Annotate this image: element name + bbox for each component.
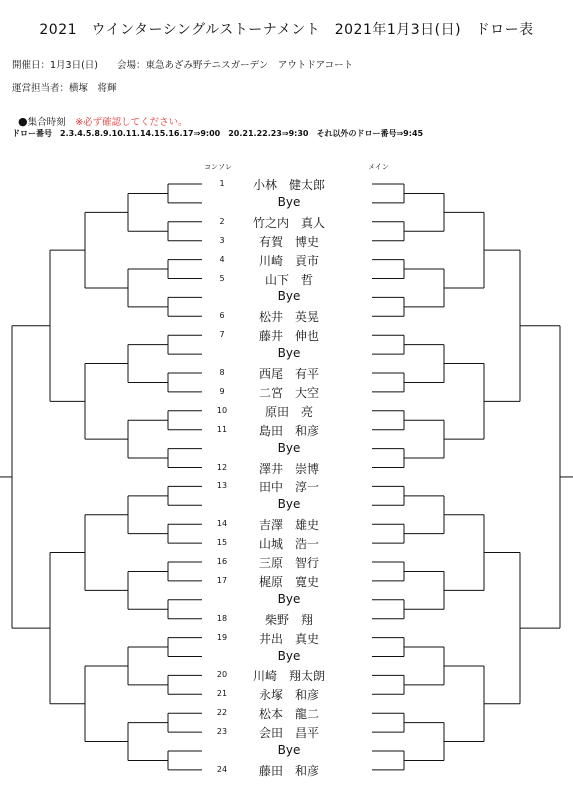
draw-number: 18 [216, 613, 228, 623]
draw-number: 19 [216, 632, 228, 642]
draw-times: ドロー番号 2.3.4.5.8.9.10.11.14.15.16.17⇒9:00 20.21.22.23⇒9:30 それ以外のドロー番号⇒9:45 [12, 129, 424, 138]
player-name: 三原 智行 [258, 556, 319, 570]
player-name: 永塚 和彦 [258, 688, 319, 703]
player-name: 島田 和彦 [258, 423, 319, 438]
draw-number: 17 [216, 575, 228, 585]
draw-number: 8 [219, 368, 225, 377]
player-name: 会田 昌平 [258, 726, 319, 741]
player-name: Bye [277, 440, 301, 455]
player-name: 井出 真史 [258, 631, 319, 646]
event-date-venue: 開催日：1月3日(日) 会場：東急あざみ野テニスガーデン アウトドアコート [12, 60, 354, 71]
player-name: 二宮 大空 [258, 385, 319, 400]
player-name: 有賀 博史 [258, 234, 319, 249]
draw-number: 20 [216, 670, 228, 680]
player-name: Bye [277, 648, 301, 663]
draw-number: 22 [216, 708, 228, 718]
draw-number: 7 [219, 330, 225, 340]
consolation-label: コンソレ [204, 163, 232, 171]
player-name: Bye [277, 743, 301, 757]
player-name: 原田 亮 [264, 404, 313, 419]
draw-number: 4 [219, 254, 225, 264]
player-name: 山城 浩一 [258, 537, 319, 552]
player-name: 西尾 有平 [258, 367, 319, 381]
player-name: Bye [277, 497, 301, 512]
player-name: 松井 英晃 [258, 310, 319, 325]
player-name: 藤井 伸也 [258, 329, 319, 344]
draw-number: 15 [216, 538, 228, 548]
player-name: Bye [277, 591, 301, 606]
page-title: 2021 ウインターシングルストーナメント 2021年1月3日(日) ドロー表 [39, 22, 534, 38]
player-name: 澤井 崇博 [258, 461, 319, 476]
player-name: 田中 淳一 [258, 480, 319, 495]
draw-number: 1 [219, 179, 225, 188]
draw-number: 2 [219, 216, 225, 226]
player-name: 山下 哲 [264, 272, 313, 287]
player-name: Bye [277, 346, 301, 361]
draw-number: 10 [216, 405, 228, 415]
draw-number: 23 [216, 727, 228, 737]
player-name: Bye [277, 289, 301, 304]
draw-number: 5 [219, 273, 225, 283]
player-name: 松本 龍二 [258, 707, 319, 722]
player-name: 川崎 貢市 [258, 253, 319, 268]
main-label: メイン [368, 163, 389, 171]
assembly-time-label: 集合時刻 [27, 117, 66, 128]
event-manager: 運営担当者：横塚 将輝 [12, 83, 117, 94]
player-name: 吉澤 雄史 [258, 518, 319, 533]
draw-number: 3 [219, 235, 225, 245]
draw-number: 14 [216, 519, 228, 529]
draw-number: 9 [219, 386, 225, 396]
player-name: 藤田 和彦 [258, 763, 319, 778]
player-name: Bye [277, 194, 301, 209]
bullet-icon: ● [18, 115, 28, 128]
draw-number: 24 [216, 764, 228, 774]
player-name: 柴野 翔 [264, 612, 313, 627]
draw-number: 21 [216, 689, 228, 699]
player-name: 小林 健太郎 [252, 178, 325, 192]
draw-number: 11 [216, 424, 228, 434]
player-name: 竹之内 真人 [252, 215, 325, 230]
player-name: 梶原 寛史 [258, 574, 319, 589]
draw-number: 13 [216, 481, 228, 491]
draw-number: 6 [219, 311, 225, 321]
draw-number: 12 [216, 462, 228, 472]
player-name: 川崎 翔太朗 [252, 669, 325, 684]
draw-number: 16 [216, 557, 228, 566]
assembly-note: ※必ず確認してください。 [75, 117, 188, 128]
